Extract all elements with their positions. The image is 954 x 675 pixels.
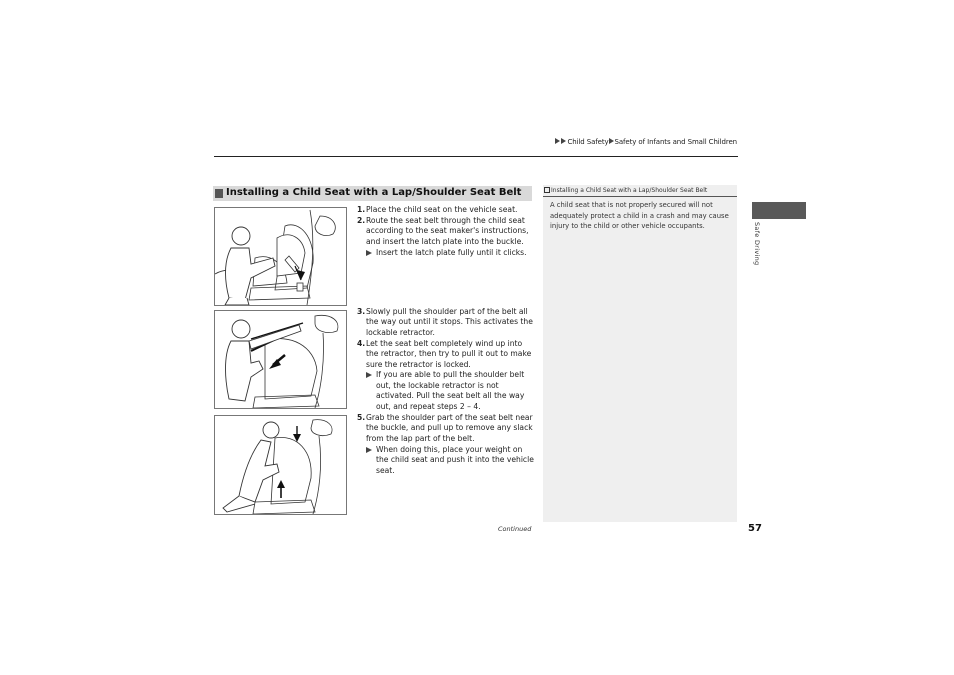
- note-text: When doing this, place your weight on the child seat and push it into the vehicle seat.: [376, 444, 534, 475]
- breadcrumb: [480, 138, 737, 146]
- chapter-label: Safe Driving: [753, 222, 761, 266]
- chapter-tab[interactable]: [752, 202, 806, 219]
- step-number: 1.: [357, 205, 366, 214]
- square-icon: [215, 189, 223, 198]
- breadcrumb-safety-infants[interactable]: Safety of Infants and Small Children: [614, 138, 737, 146]
- step-1: [357, 205, 533, 215]
- note-text: Insert the latch plate fully until it clicks.: [376, 247, 527, 257]
- section-heading: [213, 186, 532, 201]
- triangle-right-icon: [366, 372, 372, 378]
- illustration-step-3-4: [214, 310, 347, 409]
- step-text: Slowly pull the shoulder part of the belt all the way out until it stops. This activates the lockable retractor.: [366, 307, 533, 337]
- step-3: [357, 307, 533, 338]
- step-5-note: [357, 445, 535, 476]
- steps-group-b: [357, 307, 533, 412]
- step-4: [357, 339, 533, 370]
- step-number: 5.: [357, 413, 366, 422]
- triangle-right-icon: [366, 447, 372, 453]
- continued-label: Continued: [498, 525, 532, 533]
- step-4-note: [357, 370, 533, 412]
- step-number: 4.: [357, 338, 366, 348]
- step-number: 2.: [357, 215, 366, 225]
- triangle-right-icon: [366, 250, 372, 256]
- illustration-step-1-2: [214, 207, 347, 306]
- illustration-step-5: [214, 415, 347, 515]
- section-title: Installing a Child Seat with a Lap/Shoulder Seat Belt: [226, 187, 522, 198]
- sidebar-note: [543, 185, 737, 522]
- triangle-right-icon: [555, 138, 560, 144]
- page-number: 57: [748, 523, 762, 534]
- step-2: [357, 216, 533, 247]
- step-text: Grab the shoulder part of the seat belt near the buckle, and pull up to remove any slack from the lap part of the belt.: [366, 413, 533, 443]
- sidebar-note-title: Installing a Child Seat with a Lap/Shoulder Seat Belt: [551, 187, 708, 194]
- triangle-right-icon: [561, 138, 566, 144]
- header-rule: [214, 156, 738, 157]
- step-text: Place the child seat on the vehicle seat.: [366, 205, 518, 214]
- breadcrumb-child-safety[interactable]: Child Safety: [567, 138, 609, 146]
- step-text: Route the seat belt through the child seat according to the seat maker's instructions, and insert the latch plate into the buckle.: [366, 215, 529, 246]
- step-2-note: [357, 248, 533, 258]
- steps-group-a: [357, 205, 533, 258]
- note-text: If you are able to pull the shoulder belt out, the lockable retractor is not activated. Pull the seat belt all the way out, and repeat steps 2 – 4.: [376, 370, 525, 411]
- note-icon: [544, 187, 550, 193]
- sidebar-note-header: [543, 187, 737, 197]
- steps-group-c: [357, 413, 535, 476]
- sidebar-note-body: A child seat that is not properly secured will not adequately protect a child in a crash and may cause injury to the child or other vehicle occupants.: [550, 201, 729, 231]
- triangle-right-icon: [609, 138, 614, 144]
- step-number: 3.: [357, 307, 366, 316]
- step-5: [357, 413, 535, 444]
- step-text: Let the seat belt completely wind up into the retractor, then try to pull it out to make sure the retractor is locked.: [366, 338, 532, 369]
